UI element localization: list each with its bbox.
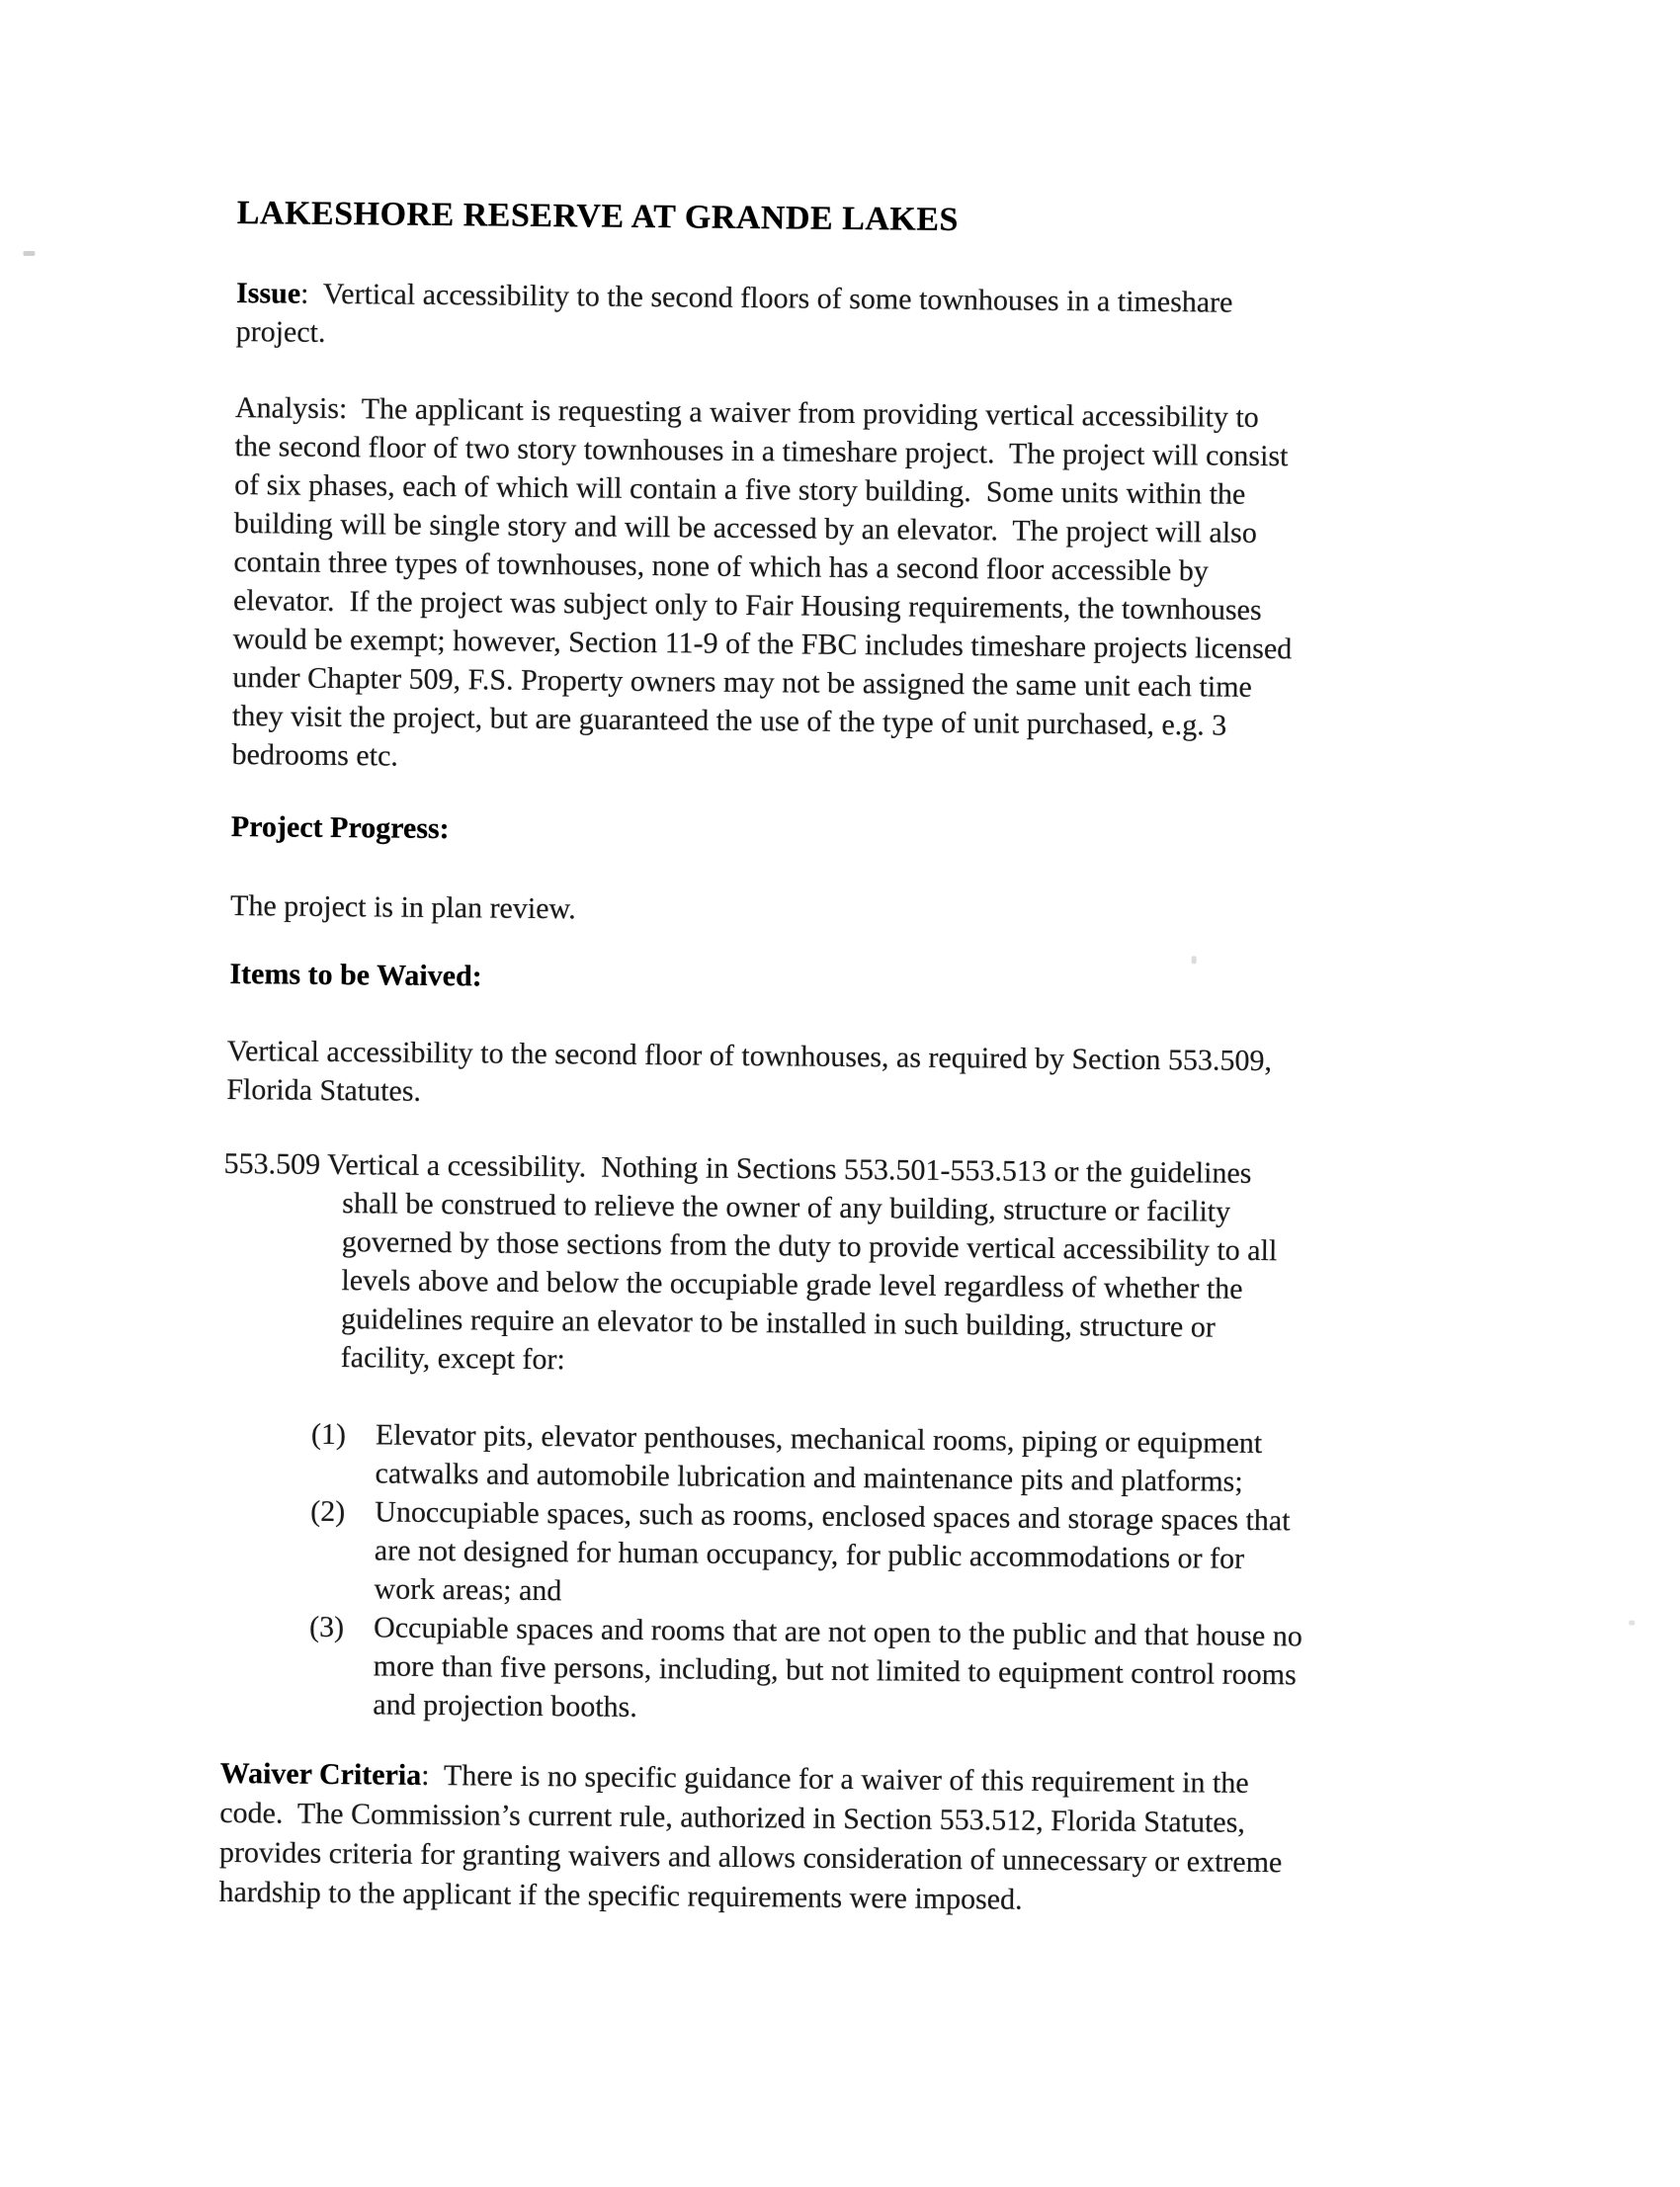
text-line: of six phases, each of which will contain a five story building. Some units within the [234,467,1246,511]
issue-paragraph [236,274,1233,361]
text-line: provides criteria for granting waivers and allows consideration of unnecessary or extreme [218,1835,1283,1880]
statute-paragraph [222,1144,1279,1386]
scan-artifact [1629,1621,1635,1626]
text-line: bedrooms etc. [231,737,399,773]
analysis-paragraph [231,388,1294,784]
text-line: contain three types of townhouses, none of which has a second floor accessible by [233,545,1209,588]
list-item-line: work areas; and [374,1572,562,1608]
project-progress-heading: Project Progress: [230,809,450,846]
scan-artifact [1192,956,1197,964]
statute-line: 553.509 Vertical a ccessibility. Nothing in Sections 553.501-553.513 or the guidelines [223,1146,1252,1190]
list-item [309,1492,1303,1618]
text-line: code. The Commission’s current rule, authorized in Section 553.512, Florida Statutes, [219,1796,1246,1839]
text-line: under Chapter 509, F.S. Property owners may not be assigned the same unit each time [232,660,1252,704]
text-line: hardship to the applicant if the specific requirements were imposed. [218,1875,1023,1916]
text-line: Vertical accessibility to the second floor of townhouses, as required by Section 553.509, [226,1034,1273,1078]
list-marker: (2) [310,1494,346,1529]
project-progress-paragraph [230,886,576,928]
list-item-text: Occupiable spaces and rooms that are not open to the public and that house no [373,1611,1302,1653]
issue-line1-rest: : Vertical accessibility to the second floors of some townhouses in a timeshare [299,277,1233,319]
exceptions-list [308,1415,1304,1733]
items-to-be-waived-heading: Items to be Waived: [229,957,482,993]
text-line: project. [235,314,326,349]
text-line: The project is in plan review. [229,888,576,926]
list-item-line: more than five persons, including, but not limited to equipment control rooms [373,1649,1297,1692]
list-marker: (1) [310,1417,347,1452]
waiver-line1-rest: : There is no specific guidance for a waiver of this requirement in the [421,1758,1249,1800]
list-item-text: Unoccupiable spaces, such as rooms, enclosed spaces and storage spaces that [375,1495,1291,1538]
statute-line: shall be construed to relieve the owner of any building, structure or facility [342,1187,1231,1228]
list-item [308,1608,1302,1733]
text-line: building will be single story and will be accessed by an elevator. The project will also [233,506,1257,549]
list-item-text: Elevator pits, elevator penthouses, mechanical rooms, piping or equipment [375,1418,1263,1461]
waiver-criteria-paragraph [218,1754,1283,1922]
text-line: elevator. If the project was subject only to Fair Housing requirements, the townhouses [232,583,1262,627]
text-line: the second floor of two story townhouses in a timeshare project. The project will consist [234,429,1289,473]
statute-line: levels above and below the occupiable grade level regardless of whether the [341,1264,1243,1305]
issue-label: Issue [235,276,301,310]
statute-line: guidelines require an elevator to be installed in such building, structure or [340,1303,1216,1344]
text-line: Florida Statutes. [226,1072,422,1108]
statute-line: governed by those sections from the duty to provide vertical accessibility to all [341,1225,1278,1268]
list-item-line: and projection booths. [373,1688,637,1724]
statute-line: facility, except for: [340,1341,565,1377]
text-line: would be exempt; however, Section 11-9 of the FBC includes timeshare projects licensed [232,622,1293,666]
list-item-line: catwalks and automobile lubrication and maintenance pits and platforms; [375,1457,1243,1498]
text-line: they visit the project, but are guaranteed the use of the type of unit purchased, e.g. 3 [231,699,1227,742]
list-item [310,1415,1303,1502]
list-item-line: are not designed for human occupancy, for public accommodations or for [374,1534,1245,1575]
document-title: LAKESHORE RESERVE AT GRANDE LAKES [236,195,960,239]
waiver-criteria-label: Waiver Criteria [219,1756,422,1792]
items-intro-paragraph [226,1032,1272,1119]
list-marker: (3) [308,1610,345,1644]
scan-artifact [23,251,35,256]
text-line: Analysis: The applicant is requesting a waiver from providing vertical accessibility to [234,390,1259,434]
